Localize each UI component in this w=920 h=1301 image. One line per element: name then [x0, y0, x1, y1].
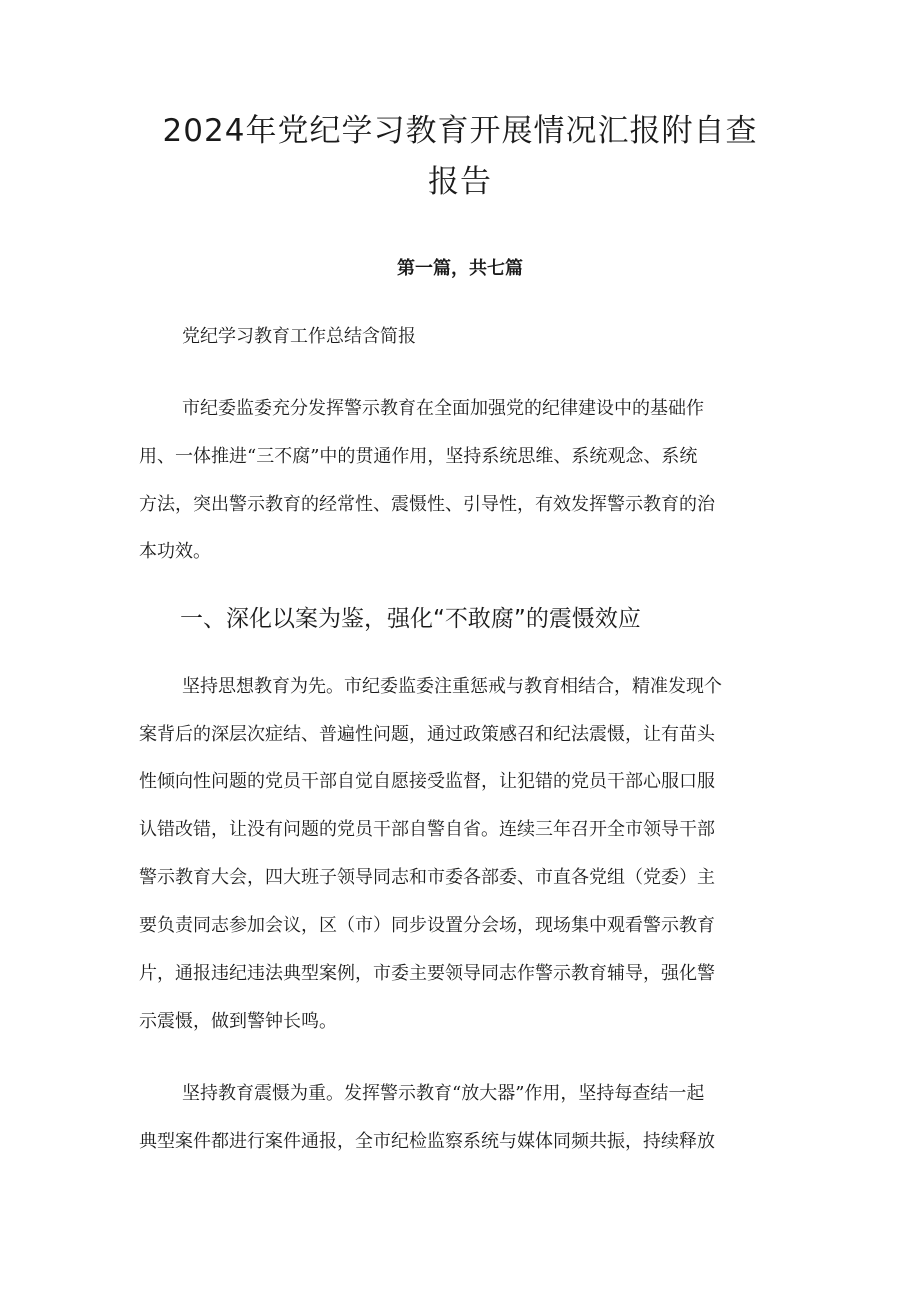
paragraph-2-line: 认错改错，让没有问题的党员干部自警自省。连续三年召开全市领导干部	[139, 819, 715, 840]
paragraph-2-line: 案背后的深层次症结、普遍性问题，通过政策感召和纪法震慑，让有苗头	[139, 724, 715, 745]
paragraph-2-line: 性倾向性问题的党员干部自觉自愿接受监督，让犯错的党员干部心服口服	[139, 771, 715, 792]
document-title-line-1: 2024年党纪学习教育开展情况汇报附自查	[162, 113, 758, 149]
paragraph-2-line: 示震慑，做到警钟长鸣。	[139, 1011, 337, 1032]
paragraph-2-line: 警示教育大会，四大班子领导同志和市委各部委、市直各党组（党委）主	[139, 867, 715, 888]
paragraph-1-line: 用、一体推进“三不腐”中的贯通作用，坚持系统思维、系统观念、系统	[139, 446, 698, 467]
paragraph-1-line: 市纪委监委充分发挥警示教育在全面加强党的纪律建设中的基础作	[182, 398, 704, 419]
paragraph-2-line: 要负责同志参加会议，区（市）同步设置分会场，现场集中观看警示教育	[139, 915, 715, 936]
section-heading-1: 一、深化以案为鉴，强化“不敢腐”的震慑效应	[180, 606, 641, 632]
paragraph-1-line: 本功效。	[139, 541, 211, 562]
paragraph-3-line: 坚持教育震慑为重。发挥警示教育“放大器”作用，坚持每查结一起	[182, 1083, 705, 1104]
document-title-line-2: 报告	[428, 164, 492, 200]
paragraph-2-line: 片，通报违纪违法典型案例，市委主要领导同志作警示教育辅导，强化警	[139, 963, 715, 984]
paragraph-2-line: 坚持思想教育为先。市纪委监委注重惩戒与教育相结合，精准发现个	[182, 676, 722, 697]
document-subtitle: 第一篇，共七篇	[397, 258, 523, 279]
paragraph-3-line: 典型案件都进行案件通报，全市纪检监察系统与媒体同频共振，持续释放	[139, 1131, 715, 1152]
intro-label: 党纪学习教育工作总结含简报	[182, 326, 416, 347]
paragraph-1-line: 方法，突出警示教育的经常性、震慑性、引导性，有效发挥警示教育的治	[139, 494, 715, 515]
